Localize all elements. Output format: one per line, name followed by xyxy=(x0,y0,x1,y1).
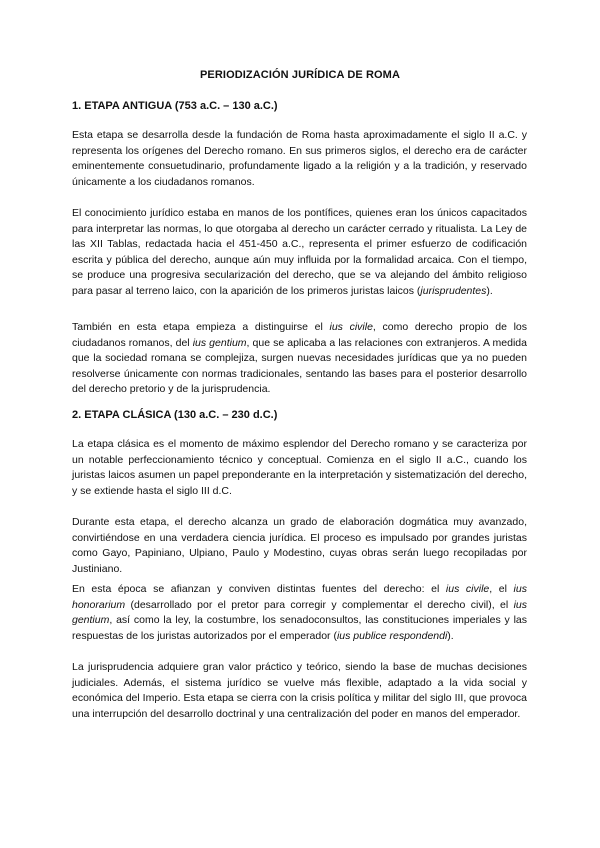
document-title: PERIODIZACIÓN JURÍDICA DE ROMA xyxy=(200,69,400,81)
section-heading-etapa-clasica: 2. ETAPA CLÁSICA (130 a.C. – 230 d.C.) xyxy=(72,409,278,421)
latin-term: ius civile xyxy=(329,321,373,333)
latin-term: ius publice respondendi xyxy=(336,629,448,642)
section-heading-etapa-antigua: 1. ETAPA ANTIGUA (753 a.C. – 130 a.C.) xyxy=(72,100,278,112)
paragraph: También en esta etapa empieza a distinguirse el ius civile, como derecho propio de los ciudadanos romanos, del ius gentium, que se aplicaba a las relaciones con extranjeros. A medida que la sociedad romana se complejiza, surgen nuevas necesidades jurídicas que ya no pueden resolverse únicamente con normas tradicionales, sentando las bases para el posterior desarrollo del derecho pretorio y de la jurisprudencia. xyxy=(72,321,527,395)
latin-term: ius civile xyxy=(445,583,490,595)
paragraph: En esta época se afianzan y conviven distintas fuentes del derecho: el ius civile, el ius honorarium (desarrollado por el pretor para corregir y complementar el derecho civil), el ius gentium, así como la ley, la costumbre, los senadoconsultos, las constituciones imperiales y las respuestas de los juristas autorizados por el emperador (ius publice respondendi). xyxy=(72,583,527,642)
latin-term: ius gentium xyxy=(72,598,527,626)
paragraph: La jurisprudencia adquiere gran valor práctico y teórico, siendo la base de muchas decisiones judiciales. Además, el sistema jurídico se vuelve más flexible, adaptado a la vida social y económica del Imperio. Esta etapa se cierra con la crisis política y militar del siglo III, que provoca una interrupción del desarrollo doctrinal y una centralización del poder en manos del emperador. xyxy=(72,661,527,720)
paragraph: El conocimiento jurídico estaba en manos de los pontífices, quienes eran los únicos capacitados para interpretar las normas, lo que otorgaba al derecho un carácter cerrado y ritualista. La Ley de las XII Tablas, redactada hacia el 451-450 a.C., representa el primer esfuerzo de codificación escrita y pública del derecho, aunque aún muy influida por la formalidad arcaica. Con el tiempo, se produce una progresiva secularización del derecho, que se va alejando del ámbito religioso para pasar al terreno laico, con la aparición de los primeros juristas laicos (jurisprudentes). xyxy=(72,207,527,297)
latin-term: jurisprudentes xyxy=(420,284,487,297)
paragraph: La etapa clásica es el momento de máximo esplendor del Derecho romano y se caracteriza por un notable perfeccionamiento técnico y conceptual. Comienza en el siglo II a.C., cuando los juristas laicos asumen un papel preponderante en la interpretación y sistematización del derecho, y se extiende hasta el siglo III d.C. xyxy=(72,438,527,497)
paragraph: Esta etapa se desarrolla desde la fundación de Roma hasta aproximadamente el siglo II a.C. y representa los orígenes del Derecho romano. En sus primeros siglos, el derecho era de carácter eminentemente consuetudinario, profundamente ligado a la religión y a la tradición, y reservado únicamente a los ciudadanos romanos. xyxy=(72,129,527,188)
latin-term: ius gentium xyxy=(192,336,247,349)
paragraph: Durante esta etapa, el derecho alcanza un grado de elaboración dogmática muy avanzado, convirtiéndose en una verdadera ciencia jurídica. El proceso es impulsado por grandes juristas como Gayo, Papiniano, Ulpiano, Paulo y Modestino, cuyas obras serán luego recopiladas por Justiniano. xyxy=(72,516,527,575)
latin-term: ius honorarium xyxy=(72,583,527,611)
